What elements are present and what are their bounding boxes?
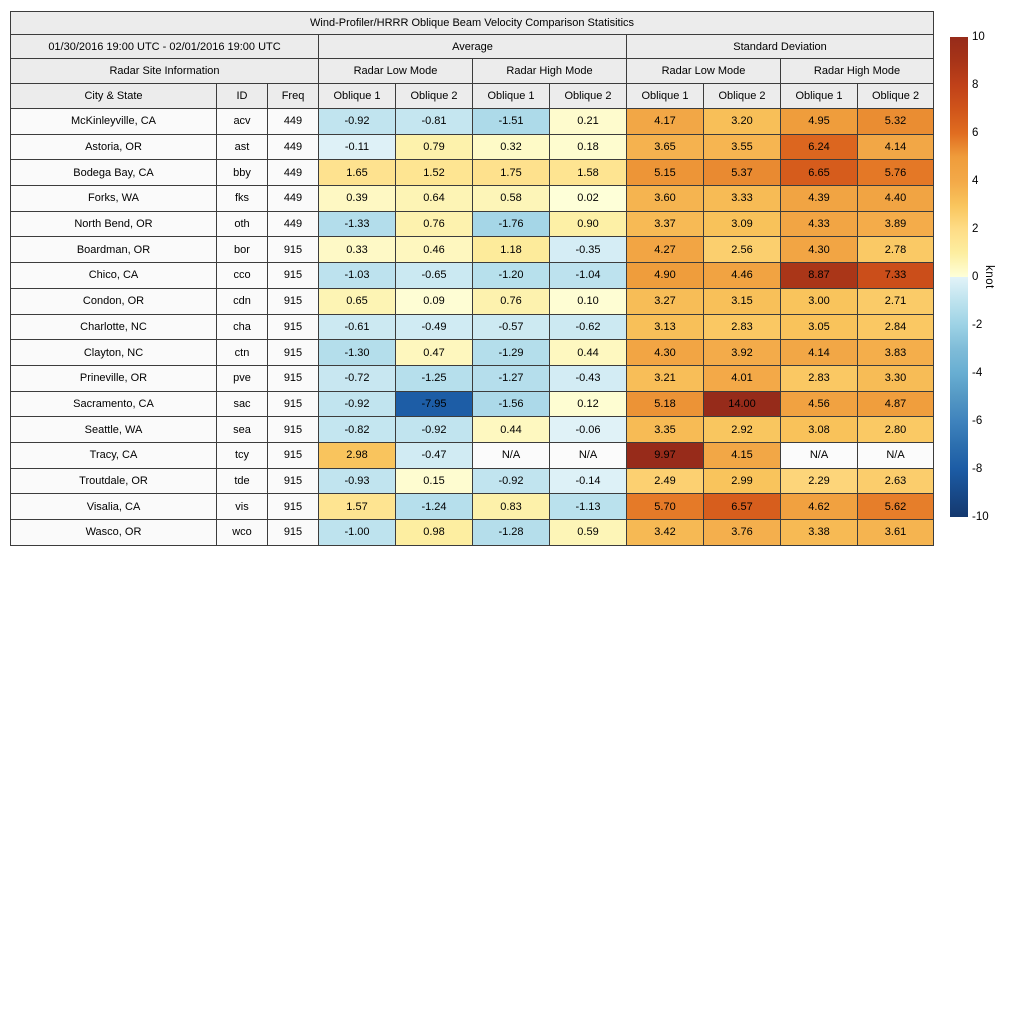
site-id-cell: fks <box>217 186 268 212</box>
value-cell: 0.83 <box>473 494 550 520</box>
value-cell: N/A <box>858 442 934 468</box>
city-state-cell: Prineville, OR <box>11 365 217 391</box>
value-cell: N/A <box>473 442 550 468</box>
value-cell: 3.27 <box>627 288 704 314</box>
value-cell: 4.39 <box>781 186 858 212</box>
freq-cell: 449 <box>268 160 319 186</box>
value-cell: 2.84 <box>858 314 934 340</box>
subgroup-header-row <box>11 59 934 84</box>
colorbar-tick: 4 <box>972 175 979 187</box>
value-cell: -0.81 <box>396 109 473 135</box>
freq-cell: 915 <box>268 417 319 443</box>
value-cell: 0.21 <box>550 109 627 135</box>
table-row <box>11 160 934 186</box>
date-range: 01/30/2016 19:00 UTC - 02/01/2016 19:00 UTC <box>11 35 319 59</box>
value-cell: 1.57 <box>319 494 396 520</box>
site-id-cell: ast <box>217 134 268 160</box>
freq-cell: 915 <box>268 314 319 340</box>
table-row <box>11 134 934 160</box>
value-cell: 3.30 <box>858 365 934 391</box>
value-cell: -1.51 <box>473 109 550 135</box>
value-cell: 0.46 <box>396 237 473 263</box>
site-id-cell: oth <box>217 211 268 237</box>
value-cell: 6.65 <box>781 160 858 186</box>
value-cell: -1.28 <box>473 520 550 546</box>
value-cell: 3.35 <box>627 417 704 443</box>
value-cell: 2.98 <box>319 442 396 468</box>
site-id-cell: bby <box>217 160 268 186</box>
site-id-cell: tcy <box>217 442 268 468</box>
value-cell: 3.21 <box>627 365 704 391</box>
value-cell: 0.64 <box>396 186 473 212</box>
value-cell: 2.63 <box>858 468 934 494</box>
value-cell: N/A <box>550 442 627 468</box>
value-cell: 0.15 <box>396 468 473 494</box>
freq-cell: 915 <box>268 468 319 494</box>
value-cell: -0.11 <box>319 134 396 160</box>
freq-cell: 915 <box>268 494 319 520</box>
table-row <box>11 314 934 340</box>
value-cell: 0.79 <box>396 134 473 160</box>
site-id-cell: cha <box>217 314 268 340</box>
value-cell: 5.15 <box>627 160 704 186</box>
freq-cell: 449 <box>268 109 319 135</box>
value-cell: 7.33 <box>858 263 934 289</box>
value-cell: 0.98 <box>396 520 473 546</box>
table-row <box>11 391 934 417</box>
value-cell: 2.92 <box>704 417 781 443</box>
value-cell: -1.56 <box>473 391 550 417</box>
value-cell: 4.14 <box>781 340 858 366</box>
value-cell: 2.56 <box>704 237 781 263</box>
site-id-cell: acv <box>217 109 268 135</box>
value-cell: 4.87 <box>858 391 934 417</box>
site-id-cell: cdn <box>217 288 268 314</box>
city-state-cell: Tracy, CA <box>11 442 217 468</box>
value-cell: -0.06 <box>550 417 627 443</box>
value-cell: -1.25 <box>396 365 473 391</box>
value-cell: 3.20 <box>704 109 781 135</box>
colorbar-tick: -8 <box>972 463 983 475</box>
site-id-cell: pve <box>217 365 268 391</box>
value-cell: 5.18 <box>627 391 704 417</box>
freq-cell: 915 <box>268 237 319 263</box>
value-cell: -0.93 <box>319 468 396 494</box>
value-cell: -1.27 <box>473 365 550 391</box>
table-row <box>11 263 934 289</box>
city-state-cell: Charlotte, NC <box>11 314 217 340</box>
value-cell: 4.17 <box>627 109 704 135</box>
value-cell: -1.20 <box>473 263 550 289</box>
freq-cell: 915 <box>268 263 319 289</box>
value-cell: -1.00 <box>319 520 396 546</box>
colorbar-tick: -4 <box>972 367 983 379</box>
value-cell: 0.18 <box>550 134 627 160</box>
oblique2-header: Oblique 2 <box>396 84 473 109</box>
value-cell: 1.52 <box>396 160 473 186</box>
value-cell: 4.62 <box>781 494 858 520</box>
value-cell: 0.65 <box>319 288 396 314</box>
std-high-mode-header: Radar High Mode <box>781 59 934 84</box>
city-state-cell: Condon, OR <box>11 288 217 314</box>
colorbar-tick: 6 <box>972 127 979 139</box>
value-cell: 0.33 <box>319 237 396 263</box>
value-cell: -0.35 <box>550 237 627 263</box>
city-state-cell: Chico, CA <box>11 263 217 289</box>
city-state-cell: Seattle, WA <box>11 417 217 443</box>
value-cell: -0.92 <box>319 391 396 417</box>
value-cell: -0.82 <box>319 417 396 443</box>
radar-site-information-header: Radar Site Information <box>11 59 319 84</box>
city-state-cell: Troutdale, OR <box>11 468 217 494</box>
table-row <box>11 237 934 263</box>
freq-cell: 915 <box>268 442 319 468</box>
value-cell: 3.42 <box>627 520 704 546</box>
value-cell: 4.30 <box>627 340 704 366</box>
site-id-cell: vis <box>217 494 268 520</box>
table-body <box>11 109 934 546</box>
group-header-row <box>11 35 934 59</box>
value-cell: -0.14 <box>550 468 627 494</box>
city-state-cell: North Bend, OR <box>11 211 217 237</box>
site-id-cell: cco <box>217 263 268 289</box>
avg-low-mode-header: Radar Low Mode <box>319 59 473 84</box>
colorbar-tick: -6 <box>972 415 983 427</box>
table-row <box>11 288 934 314</box>
value-cell: 0.12 <box>550 391 627 417</box>
value-cell: -1.04 <box>550 263 627 289</box>
oblique2-header: Oblique 2 <box>704 84 781 109</box>
value-cell: 5.62 <box>858 494 934 520</box>
value-cell: 2.29 <box>781 468 858 494</box>
value-cell: 0.09 <box>396 288 473 314</box>
value-cell: 0.39 <box>319 186 396 212</box>
value-cell: 3.33 <box>704 186 781 212</box>
site-id-cell: bor <box>217 237 268 263</box>
table-row <box>11 365 934 391</box>
value-cell: 3.38 <box>781 520 858 546</box>
value-cell: 2.80 <box>858 417 934 443</box>
value-cell: 2.71 <box>858 288 934 314</box>
value-cell: 1.65 <box>319 160 396 186</box>
value-cell: 14.00 <box>704 391 781 417</box>
value-cell: 3.08 <box>781 417 858 443</box>
value-cell: 2.83 <box>704 314 781 340</box>
oblique2-header: Oblique 2 <box>858 84 934 109</box>
freq-cell: 449 <box>268 186 319 212</box>
value-cell: 3.92 <box>704 340 781 366</box>
value-cell: -0.49 <box>396 314 473 340</box>
value-cell: 0.90 <box>550 211 627 237</box>
value-cell: -1.33 <box>319 211 396 237</box>
value-cell: 3.60 <box>627 186 704 212</box>
value-cell: 0.10 <box>550 288 627 314</box>
table-row <box>11 186 934 212</box>
value-cell: -0.47 <box>396 442 473 468</box>
oblique1-header: Oblique 1 <box>473 84 550 109</box>
city-state-cell: Astoria, OR <box>11 134 217 160</box>
value-cell: 5.37 <box>704 160 781 186</box>
freq-cell: 915 <box>268 365 319 391</box>
city-state-cell: Bodega Bay, CA <box>11 160 217 186</box>
value-cell: 0.44 <box>550 340 627 366</box>
value-cell: 4.15 <box>704 442 781 468</box>
value-cell: -7.95 <box>396 391 473 417</box>
table-row <box>11 442 934 468</box>
freq-header: Freq <box>268 84 319 109</box>
freq-cell: 915 <box>268 391 319 417</box>
site-id-cell: ctn <box>217 340 268 366</box>
colorbar-tick: 2 <box>972 223 979 235</box>
table-row <box>11 494 934 520</box>
value-cell: -1.03 <box>319 263 396 289</box>
value-cell: 2.78 <box>858 237 934 263</box>
city-state-cell: Forks, WA <box>11 186 217 212</box>
city-state-cell: Clayton, NC <box>11 340 217 366</box>
value-cell: 4.33 <box>781 211 858 237</box>
value-cell: 9.97 <box>627 442 704 468</box>
oblique1-header: Oblique 1 <box>781 84 858 109</box>
freq-cell: 915 <box>268 340 319 366</box>
value-cell: 4.90 <box>627 263 704 289</box>
city-state-cell: Boardman, OR <box>11 237 217 263</box>
value-cell: 1.75 <box>473 160 550 186</box>
colorbar-tick: 8 <box>972 79 979 91</box>
value-cell: 3.65 <box>627 134 704 160</box>
value-cell: 6.24 <box>781 134 858 160</box>
colorbar-gradient <box>950 37 968 517</box>
site-id-cell: sea <box>217 417 268 443</box>
site-id-cell: wco <box>217 520 268 546</box>
colorbar-tick: -2 <box>972 319 983 331</box>
table-row <box>11 211 934 237</box>
value-cell: 3.83 <box>858 340 934 366</box>
group-standard-deviation: Standard Deviation <box>627 35 934 59</box>
freq-cell: 915 <box>268 520 319 546</box>
value-cell: 3.89 <box>858 211 934 237</box>
oblique1-header: Oblique 1 <box>319 84 396 109</box>
table-row <box>11 520 934 546</box>
value-cell: 4.95 <box>781 109 858 135</box>
value-cell: 4.14 <box>858 134 934 160</box>
city-state-cell: McKinleyville, CA <box>11 109 217 135</box>
value-cell: 4.01 <box>704 365 781 391</box>
table-row <box>11 468 934 494</box>
value-cell: -1.30 <box>319 340 396 366</box>
value-cell: 4.56 <box>781 391 858 417</box>
value-cell: 4.27 <box>627 237 704 263</box>
value-cell: 5.70 <box>627 494 704 520</box>
value-cell: 0.58 <box>473 186 550 212</box>
value-cell: -1.13 <box>550 494 627 520</box>
value-cell: 3.15 <box>704 288 781 314</box>
value-cell: -0.65 <box>396 263 473 289</box>
freq-cell: 449 <box>268 211 319 237</box>
value-cell: -0.61 <box>319 314 396 340</box>
table-row <box>11 417 934 443</box>
value-cell: 0.32 <box>473 134 550 160</box>
value-cell: 0.47 <box>396 340 473 366</box>
value-cell: 6.57 <box>704 494 781 520</box>
value-cell: 3.00 <box>781 288 858 314</box>
value-cell: -0.92 <box>396 417 473 443</box>
value-cell: 3.13 <box>627 314 704 340</box>
value-cell: 3.05 <box>781 314 858 340</box>
value-cell: 2.49 <box>627 468 704 494</box>
stats-table <box>10 11 934 546</box>
value-cell: 0.59 <box>550 520 627 546</box>
site-id-cell: sac <box>217 391 268 417</box>
value-cell: -0.43 <box>550 365 627 391</box>
value-cell: -0.57 <box>473 314 550 340</box>
value-cell: 0.76 <box>473 288 550 314</box>
table-title: Wind-Profiler/HRRR Oblique Beam Velocity Comparison Statisitics <box>11 12 934 35</box>
oblique2-header: Oblique 2 <box>550 84 627 109</box>
value-cell: 0.76 <box>396 211 473 237</box>
freq-cell: 449 <box>268 134 319 160</box>
avg-high-mode-header: Radar High Mode <box>473 59 627 84</box>
value-cell: 3.37 <box>627 211 704 237</box>
value-cell: -0.92 <box>473 468 550 494</box>
colorbar-tick: 0 <box>972 271 979 283</box>
value-cell: 2.83 <box>781 365 858 391</box>
colorbar-tick: 10 <box>972 31 985 43</box>
freq-cell: 915 <box>268 288 319 314</box>
value-cell: 0.02 <box>550 186 627 212</box>
value-cell: 5.76 <box>858 160 934 186</box>
id-header: ID <box>217 84 268 109</box>
city-state-header: City & State <box>11 84 217 109</box>
value-cell: -1.24 <box>396 494 473 520</box>
value-cell: 2.99 <box>704 468 781 494</box>
colorbar-tick: -10 <box>972 511 989 523</box>
value-cell: -1.29 <box>473 340 550 366</box>
value-cell: -1.76 <box>473 211 550 237</box>
value-cell: 3.09 <box>704 211 781 237</box>
value-cell: 3.55 <box>704 134 781 160</box>
table-row <box>11 340 934 366</box>
value-cell: 4.30 <box>781 237 858 263</box>
value-cell: N/A <box>781 442 858 468</box>
city-state-cell: Visalia, CA <box>11 494 217 520</box>
value-cell: 1.58 <box>550 160 627 186</box>
value-cell: 0.44 <box>473 417 550 443</box>
group-average: Average <box>319 35 627 59</box>
std-low-mode-header: Radar Low Mode <box>627 59 781 84</box>
value-cell: 5.32 <box>858 109 934 135</box>
table-row <box>11 109 934 135</box>
oblique1-header: Oblique 1 <box>627 84 704 109</box>
value-cell: 8.87 <box>781 263 858 289</box>
colorbar <box>950 31 1024 523</box>
city-state-cell: Sacramento, CA <box>11 391 217 417</box>
colorbar-unit-label: knot <box>983 265 995 289</box>
value-cell: -0.92 <box>319 109 396 135</box>
value-cell: 4.46 <box>704 263 781 289</box>
value-cell: -0.72 <box>319 365 396 391</box>
value-cell: 3.61 <box>858 520 934 546</box>
title-row <box>11 12 934 35</box>
value-cell: -0.62 <box>550 314 627 340</box>
value-cell: 1.18 <box>473 237 550 263</box>
city-state-cell: Wasco, OR <box>11 520 217 546</box>
value-cell: 4.40 <box>858 186 934 212</box>
value-cell: 3.76 <box>704 520 781 546</box>
site-id-cell: tde <box>217 468 268 494</box>
column-header-row <box>11 84 934 109</box>
